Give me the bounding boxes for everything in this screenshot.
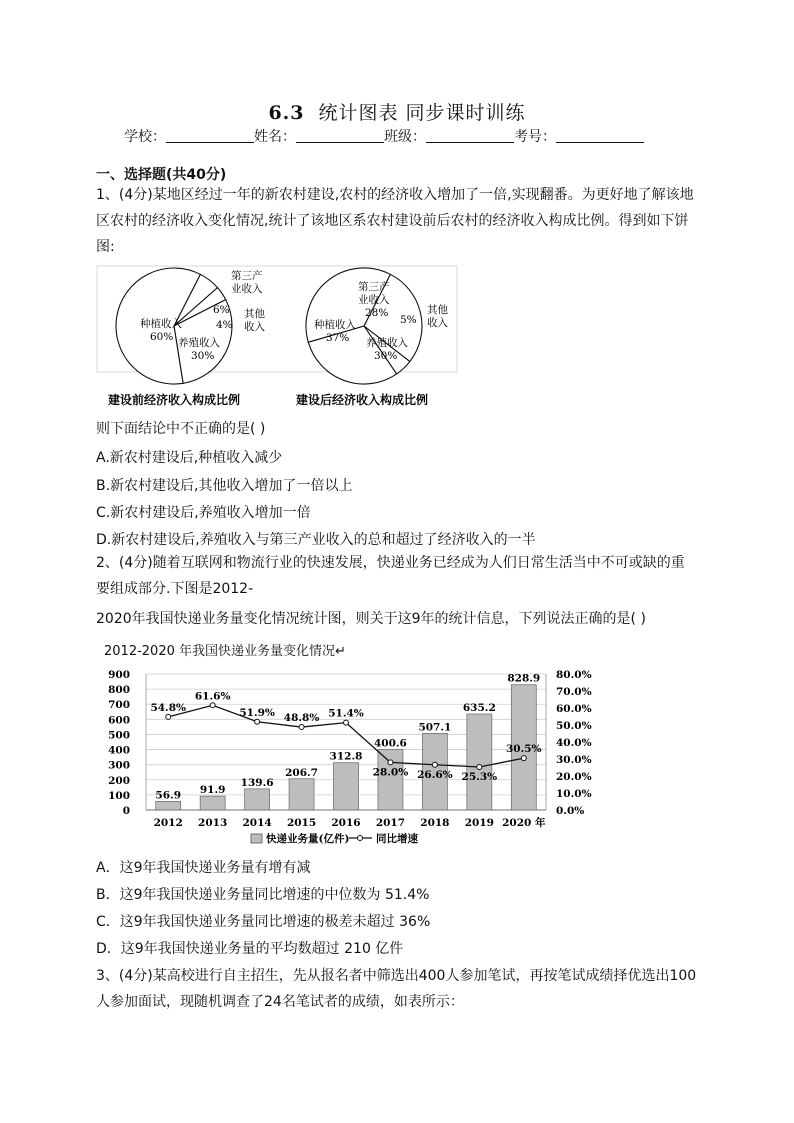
- y-left-tick-label: 100: [108, 789, 130, 802]
- section-heading: 一、选择题(共40分): [96, 167, 227, 183]
- class-label: 班级：: [384, 129, 426, 145]
- bar-value-label: 139.6: [240, 776, 274, 789]
- bar-value-label: 828.9: [507, 672, 541, 685]
- y-left-tick-label: 200: [108, 774, 130, 787]
- pie2-caption: 建设后经济收入构成比例: [296, 393, 429, 407]
- y-left-tick-label: 700: [108, 699, 130, 712]
- bar: [289, 779, 314, 810]
- y-right-tick-label: 40.0%: [556, 737, 592, 749]
- school-blank[interactable]: [166, 128, 254, 143]
- pie2-label-other-pct: 5%: [400, 314, 417, 326]
- q3-stem: 3、(4分)某高校进行自主招生，先从报名者中筛选出400人参加笔试，再按笔试成绩择优选出100人参加面试，现随机调查了24名笔试者的成绩，如表所示：: [96, 968, 697, 1010]
- growth-point: [255, 719, 260, 724]
- pie2-label-tertiary-pct: 28%: [365, 307, 389, 319]
- q2-figure-title: 2012-2020 年我国快递业务量变化情况↵: [104, 644, 346, 659]
- y-left-tick-label: 400: [108, 744, 130, 757]
- x-tick-label: 2018: [420, 817, 450, 829]
- exam-no-label: 考号：: [514, 129, 556, 145]
- growth-point: [299, 725, 304, 730]
- bar: [200, 796, 225, 810]
- q2-stem-1: 2、(4分)随着互联网和物流行业的快速发展，快递业务已经成为人们日常生活当中不可或缺的重要组成部分.下图是2012-: [96, 555, 685, 597]
- x-tick-label: 2020 年: [502, 817, 546, 829]
- bar: [467, 714, 492, 810]
- y-left-tick-label: 900: [108, 669, 130, 681]
- growth-point: [477, 764, 482, 769]
- x-tick-label: 2016: [331, 817, 361, 829]
- q2-stem-2: 2020年我国快递业务量变化情况统计图，则关于这9年的统计信息，下列说法正确的是( ): [96, 611, 646, 627]
- y-left-tick-label: 300: [108, 759, 130, 772]
- title-text: 统计图表 同步课时训练: [318, 102, 526, 124]
- chart-legend: [251, 832, 418, 845]
- pie2-label-other-2: 收入: [427, 317, 448, 329]
- pie2-label-planting-2: 37%: [326, 332, 350, 344]
- y-right-tick-label: 20.0%: [556, 771, 592, 783]
- x-tick-label: 2017: [375, 817, 406, 829]
- y-right-tick-label: 10.0%: [556, 788, 592, 800]
- growth-value-label: 25.3%: [461, 770, 498, 783]
- q2-option-c[interactable]: C．这9年我国快递业务量同比增速的极差未超过 36%: [96, 914, 431, 930]
- growth-value-label: 61.6%: [194, 690, 231, 703]
- bar-value-label: 206.7: [285, 766, 319, 779]
- name-label: 姓名：: [254, 129, 296, 145]
- pie2-label-tertiary-2: 业收入: [358, 294, 390, 306]
- q2-option-d[interactable]: D．这9年我国快递业务量的平均数超过 210 亿件: [96, 941, 404, 957]
- exam-no-blank[interactable]: [556, 128, 644, 143]
- x-tick-label: 2019: [464, 817, 494, 829]
- pie1-caption: 建设前经济收入构成比例: [108, 393, 241, 407]
- q1-option-c[interactable]: C.新农村建设后,养殖收入增加一倍: [96, 505, 311, 521]
- pie1-label-tertiary-pct: 6%: [213, 304, 230, 316]
- pie2-label-tertiary-1: 第三产: [358, 281, 390, 293]
- y-left-tick-label: 600: [108, 714, 130, 727]
- q1-option-d[interactable]: D.新农村建设后,养殖收入与第三产业收入的总和超过了经济收入的一半: [96, 532, 536, 548]
- y-left-tick-label: 500: [108, 729, 130, 742]
- pie1-label-tertiary-1: 第三产: [231, 270, 263, 282]
- class-blank[interactable]: [426, 128, 514, 143]
- pie2-label-other-1: 其他: [427, 304, 448, 316]
- pie1-label-other-pct: 4%: [216, 319, 233, 331]
- x-tick-label: 2012: [153, 817, 183, 829]
- bar-value-label: 56.9: [155, 789, 182, 802]
- bar-value-label: 91.9: [199, 784, 226, 797]
- x-tick-label: 2015: [286, 817, 317, 829]
- growth-value-label: 28.0%: [372, 766, 409, 779]
- bar: [245, 789, 270, 810]
- page-title: [0, 98, 794, 125]
- bar: [156, 801, 181, 810]
- growth-point: [166, 714, 171, 719]
- pie1-label-planting-1: 种植收入: [140, 318, 182, 330]
- pie2-label-breeding-1: 养殖收入: [366, 337, 408, 349]
- x-tick-label: 2014: [242, 817, 272, 829]
- bar: [334, 763, 359, 810]
- bar-value-label: 507.1: [418, 721, 452, 734]
- pie2-label-breeding-2: 30%: [374, 350, 398, 362]
- growth-value-label: 48.8%: [283, 712, 320, 725]
- bar-value-label: 400.6: [373, 737, 407, 750]
- growth-value-label: 26.6%: [417, 768, 453, 781]
- growth-value-label: 30.5%: [505, 743, 542, 756]
- pie2-label-planting-1: 种植收入: [314, 319, 356, 331]
- legend-bar-swatch: [251, 834, 262, 843]
- bar: [378, 749, 403, 810]
- q2-chart: [96, 660, 636, 850]
- pie1-label-planting-2: 60%: [150, 331, 174, 343]
- y-right-tick-label: 50.0%: [556, 720, 592, 732]
- y-right-tick-label: 30.0%: [556, 754, 592, 766]
- q1-question: 则下面结论中不正确的是( ): [96, 421, 266, 437]
- legend-bar-label: 快递业务量(亿件): [266, 833, 350, 845]
- pie1-label-other-1: 其他: [244, 308, 265, 320]
- growth-point: [210, 703, 215, 708]
- y-right-tick-label: 60.0%: [556, 703, 592, 715]
- growth-value-label: 54.8%: [150, 701, 187, 714]
- pie1-label-other-2: 收入: [244, 321, 265, 333]
- section-number: 6.3: [268, 102, 305, 124]
- q1-option-a[interactable]: A.新农村建设后,种植收入减少: [96, 450, 283, 466]
- q2-option-a[interactable]: A．这9年我国快递业务量有增有减: [96, 860, 311, 876]
- student-info-row: [124, 126, 644, 146]
- y-left-tick-label: 0: [122, 805, 130, 817]
- pie1-label-breeding-2: 30%: [191, 350, 215, 362]
- q1-option-b[interactable]: B.新农村建设后,其他收入增加了一倍以上: [96, 478, 353, 494]
- name-blank[interactable]: [296, 128, 384, 143]
- pie1-label-breeding-1: 养殖收入: [178, 337, 220, 349]
- y-right-tick-label: 0.0%: [556, 805, 585, 817]
- school-label: 学校：: [124, 129, 166, 145]
- bar-value-label: 635.2: [462, 702, 496, 715]
- growth-point: [344, 720, 349, 725]
- bar-value-label: 312.8: [329, 750, 363, 763]
- growth-point: [388, 760, 393, 765]
- q1-stem: 1、(4分)某地区经过一年的新农村建设,农村的经济收入增加了一倍,实现翻番。为更好地了解该地区农村的经济收入变化情况,统计了该地区系农村建设前后农村的经济收入构成比例。得到如下饼图:: [96, 187, 694, 255]
- q1-pie-figure: [96, 262, 476, 412]
- x-tick-label: 2013: [198, 817, 228, 829]
- y-right-tick-label: 80.0%: [556, 669, 592, 681]
- q2-option-b[interactable]: B．这9年我国快递业务量同比增速的中位数为 51.4%: [96, 887, 430, 903]
- legend-line-marker: [358, 836, 363, 841]
- legend-line-label: 同比增速: [376, 833, 418, 845]
- growth-point: [432, 762, 437, 767]
- y-right-tick-label: 70.0%: [556, 686, 592, 698]
- growth-value-label: 51.4%: [328, 707, 364, 720]
- pie1-label-tertiary-2: 业收入: [231, 283, 263, 295]
- growth-point: [521, 756, 526, 761]
- growth-value-label: 51.9%: [239, 706, 275, 719]
- y-left-tick-label: 800: [108, 684, 130, 697]
